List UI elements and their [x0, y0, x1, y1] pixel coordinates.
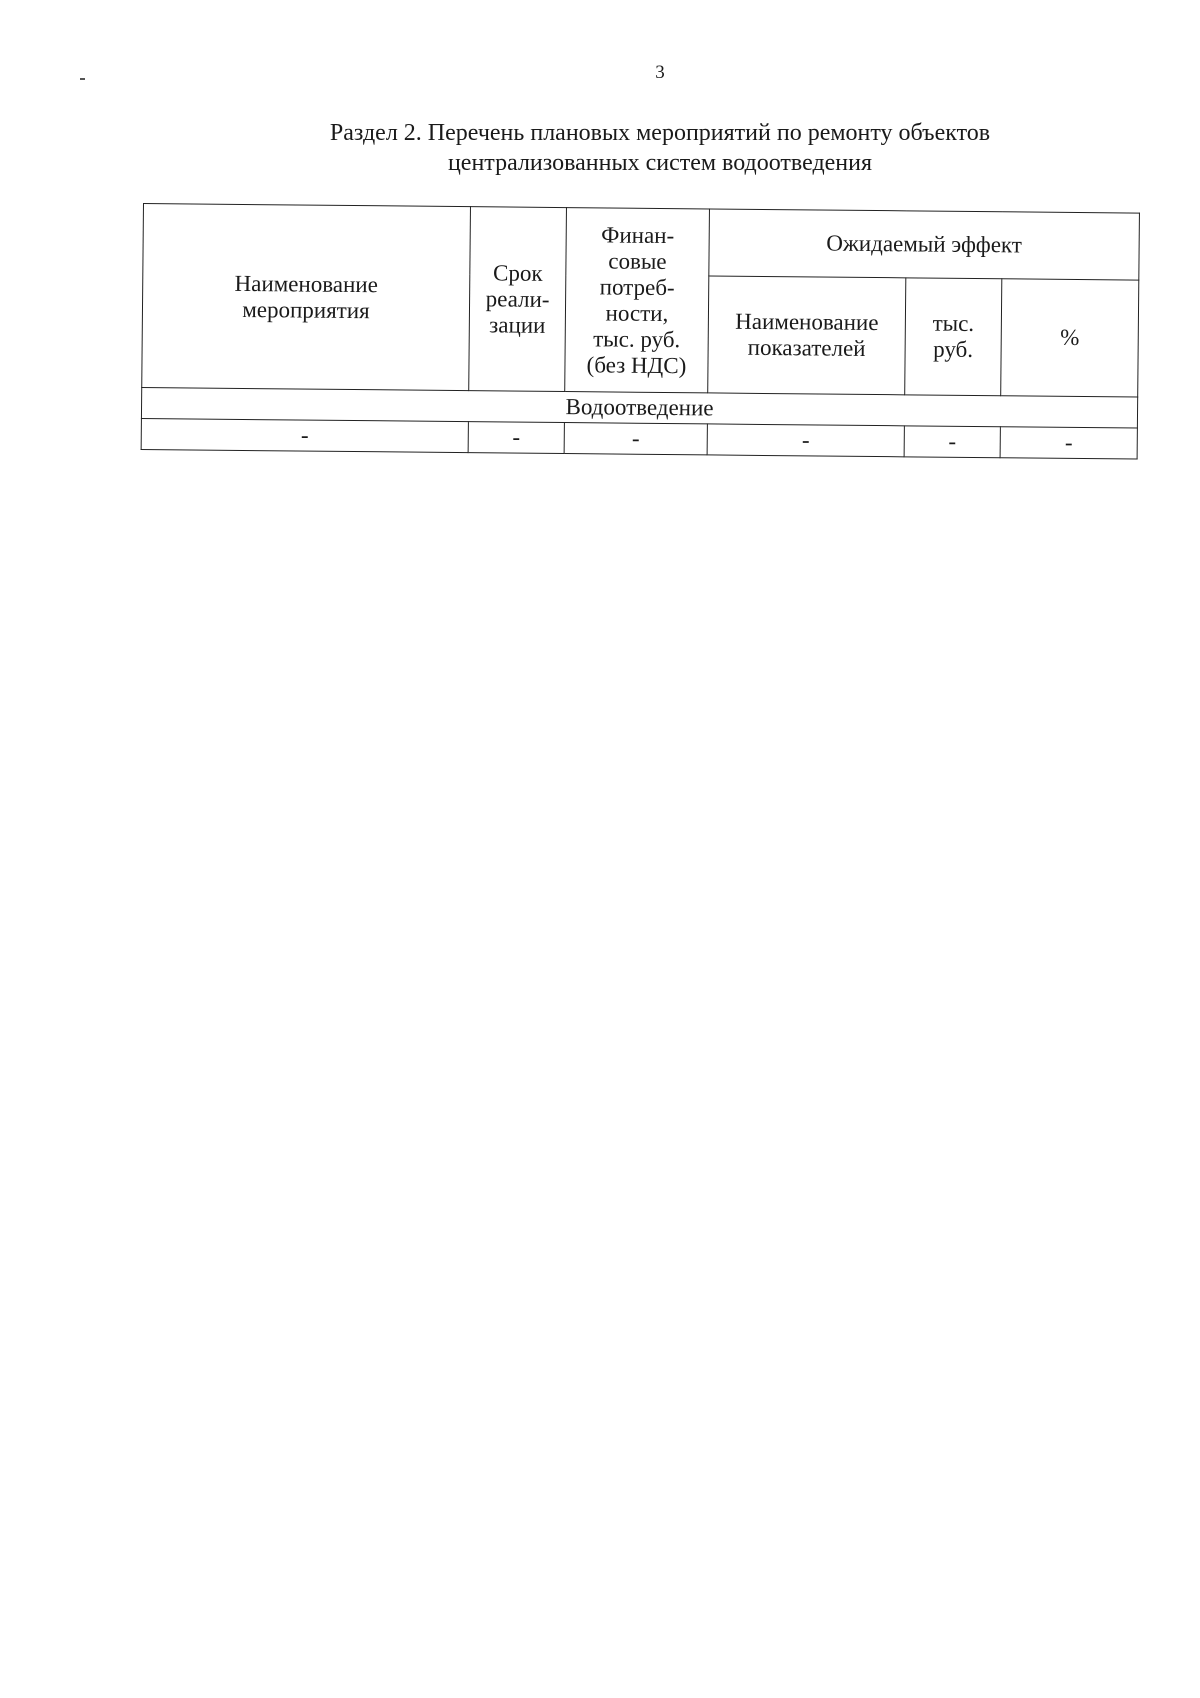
header-thousand-rub-line: тыс.: [932, 310, 975, 336]
table-cell: -: [904, 426, 1000, 458]
header-percent: %: [1001, 279, 1139, 397]
page-number: 3: [655, 62, 665, 83]
header-finance-line: Финан-: [601, 221, 675, 248]
header-thousand-rub: [905, 278, 1002, 396]
header-event-name-line: мероприятия: [242, 296, 370, 323]
header-thousand-rub-line: руб.: [933, 336, 974, 362]
header-term-line: реали-: [485, 285, 550, 312]
section-title: [180, 118, 1140, 178]
table-cell: -: [141, 418, 468, 452]
table-cell: -: [1000, 427, 1137, 459]
header-expected-effect: Ожидаемый эффект: [709, 209, 1140, 280]
header-event-name-line: Наименование: [234, 270, 378, 297]
header-indicators: [708, 276, 906, 395]
header-finance-line: ности,: [605, 299, 669, 326]
table-cell: -: [564, 423, 707, 455]
header-term-line: зации: [489, 311, 546, 338]
header-finance-line: тыс. руб.: [593, 325, 681, 352]
header-row-1: [143, 204, 1140, 281]
plan-table: [141, 203, 1140, 460]
header-indicators-line: показателей: [747, 334, 866, 361]
section-title-line-2: централизованных систем водоотведения: [447, 150, 873, 176]
section-label: Водоотведение: [141, 387, 1137, 428]
header-term: [469, 207, 567, 392]
header-finance-line: совые: [608, 247, 667, 274]
header-finance-line: (без НДС): [586, 351, 687, 378]
header-indicators-line: Наименование: [735, 308, 879, 336]
header-finance-line: потреб-: [599, 273, 675, 300]
header-finance: [565, 208, 710, 393]
table-cell: -: [468, 422, 564, 454]
header-term-line: Срок: [492, 259, 543, 286]
section-title-line-1: Раздел 2. Перечень плановых мероприятий по ремонту объектов: [329, 120, 991, 146]
header-event-name: [142, 204, 471, 391]
table-cell: -: [707, 424, 904, 457]
